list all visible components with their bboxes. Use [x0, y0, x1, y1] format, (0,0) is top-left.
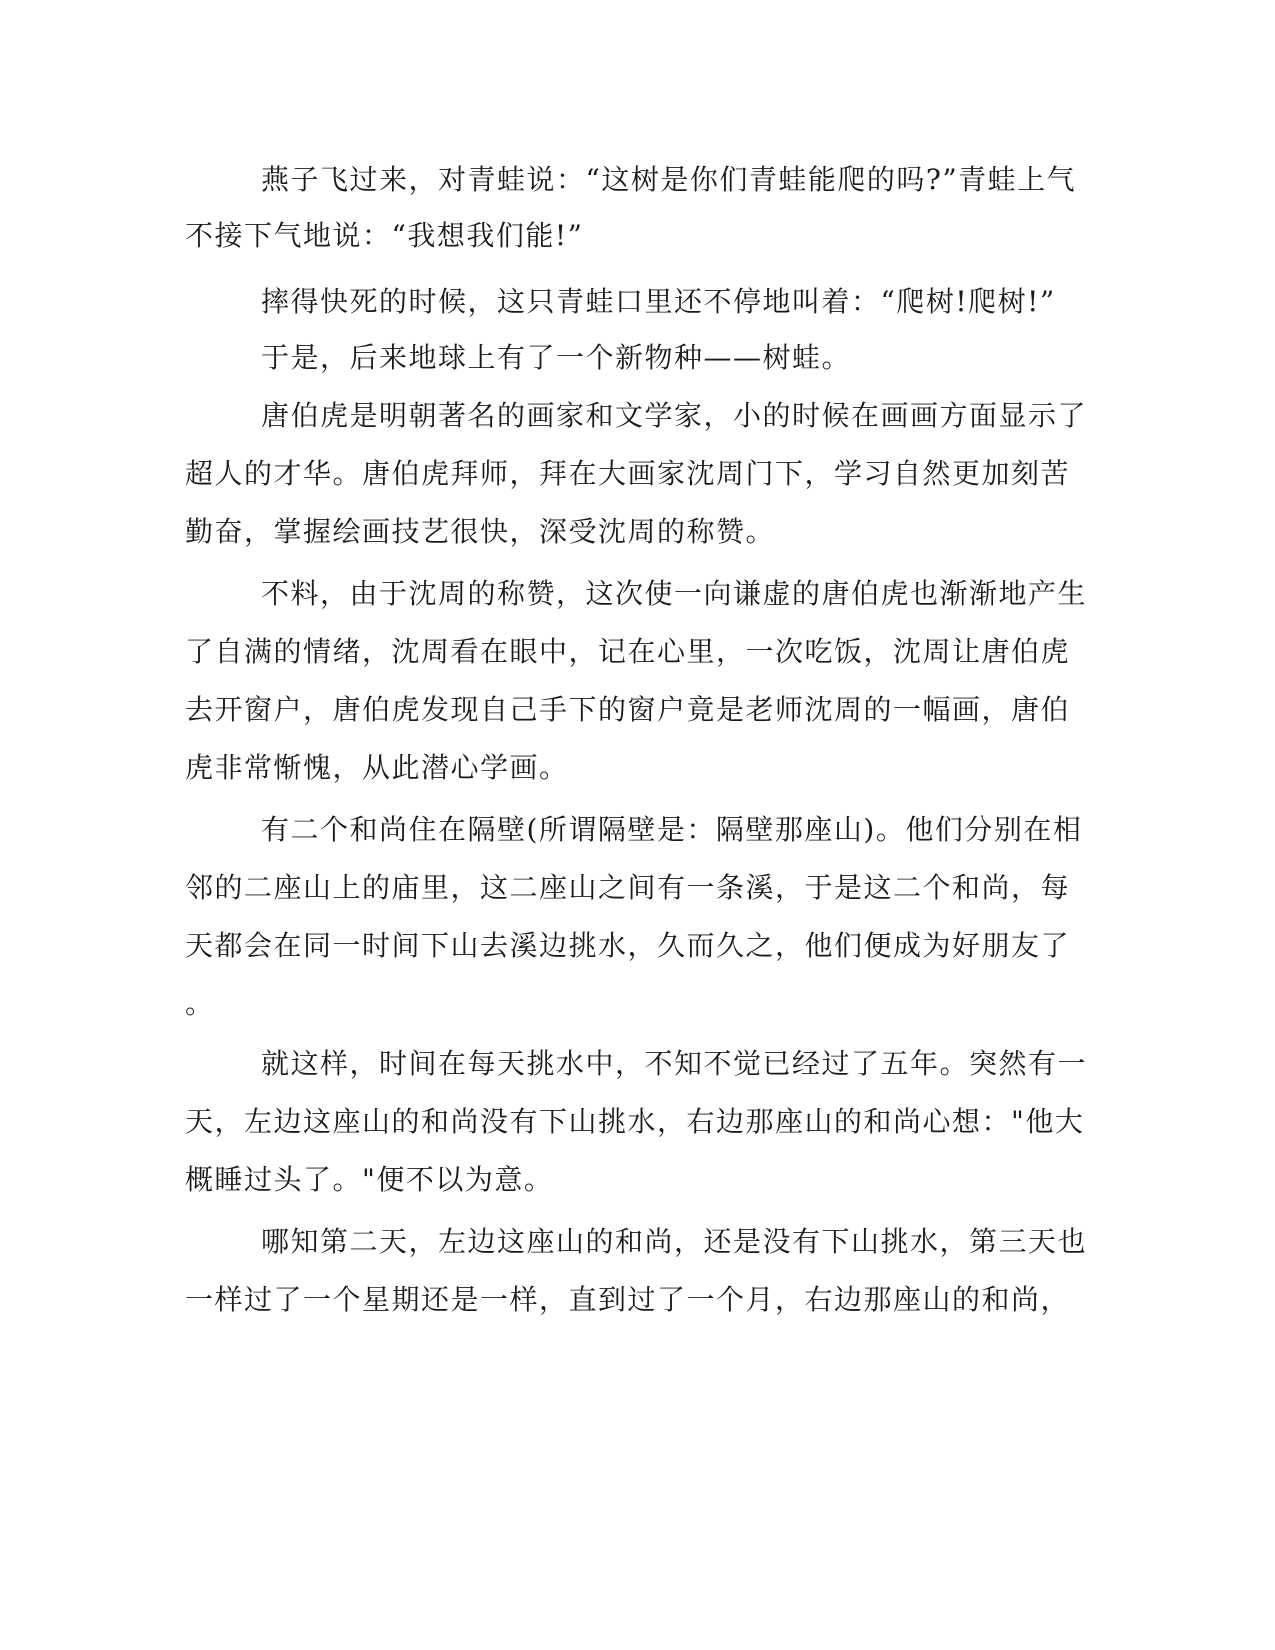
paragraph-line: 燕子飞过来，对青蛙说：“这树是你们青蛙能爬的吗?”青蛙上气	[261, 163, 1077, 196]
paragraph-line: 不接下气地说：“我想我们能!”	[185, 219, 584, 252]
paragraph-line: 勤奋，掌握绘画技艺很快，深受沈周的称赞。	[185, 515, 776, 548]
paragraph-line: 天，左边这座山的和尚没有下山挑水，右边那座山的和尚心想："他大	[185, 1105, 1085, 1138]
paragraph-line: 虎非常惭愧，从此潜心学画。	[185, 751, 569, 784]
paragraph-line: 一样过了一个星期还是一样，直到过了一个月，右边那座山的和尚，	[185, 1283, 1071, 1316]
paragraph-line: 超人的才华。唐伯虎拜师，拜在大画家沈周门下，学习自然更加刻苦	[185, 457, 1071, 490]
paragraph-line: 不料，由于沈周的称赞，这次使一向谦虚的唐伯虎也渐渐地产生	[261, 577, 1088, 610]
paragraph-line: 有二个和尚住在隔壁(所谓隔壁是：隔壁那座山)。他们分别在相	[261, 813, 1083, 846]
paragraph-line: 就这样，时间在每天挑水中，不知不觉已经过了五年。突然有一	[261, 1047, 1088, 1080]
paragraph-line: 邻的二座山上的庙里，这二座山之间有一条溪，于是这二个和尚，每	[185, 871, 1071, 904]
paragraph-line: 概睡过头了。"便不以为意。	[185, 1163, 554, 1196]
paragraph-line: 去开窗户，唐伯虎发现自己手下的窗户竟是老师沈周的一幅画，唐伯	[185, 693, 1071, 726]
paragraph-line: 天都会在同一时间下山去溪边挑水，久而久之，他们便成为好朋友了	[185, 929, 1071, 962]
paragraph-line: 于是，后来地球上有了一个新物种——树蛙。	[261, 341, 852, 374]
paragraph-line: 了自满的情绪，沈周看在眼中，记在心里，一次吃饭，沈周让唐伯虎	[185, 635, 1071, 668]
paragraph-line: 。	[185, 987, 215, 1020]
paragraph-line: 哪知第二天，左边这座山的和尚，还是没有下山挑水，第三天也	[261, 1225, 1088, 1258]
paragraph-line: 摔得快死的时候，这只青蛙口里还不停地叫着：“爬树!爬树!”	[261, 285, 1056, 318]
paragraph-line: 唐伯虎是明朝著名的画家和文学家，小的时候在画画方面显示了	[261, 399, 1088, 432]
